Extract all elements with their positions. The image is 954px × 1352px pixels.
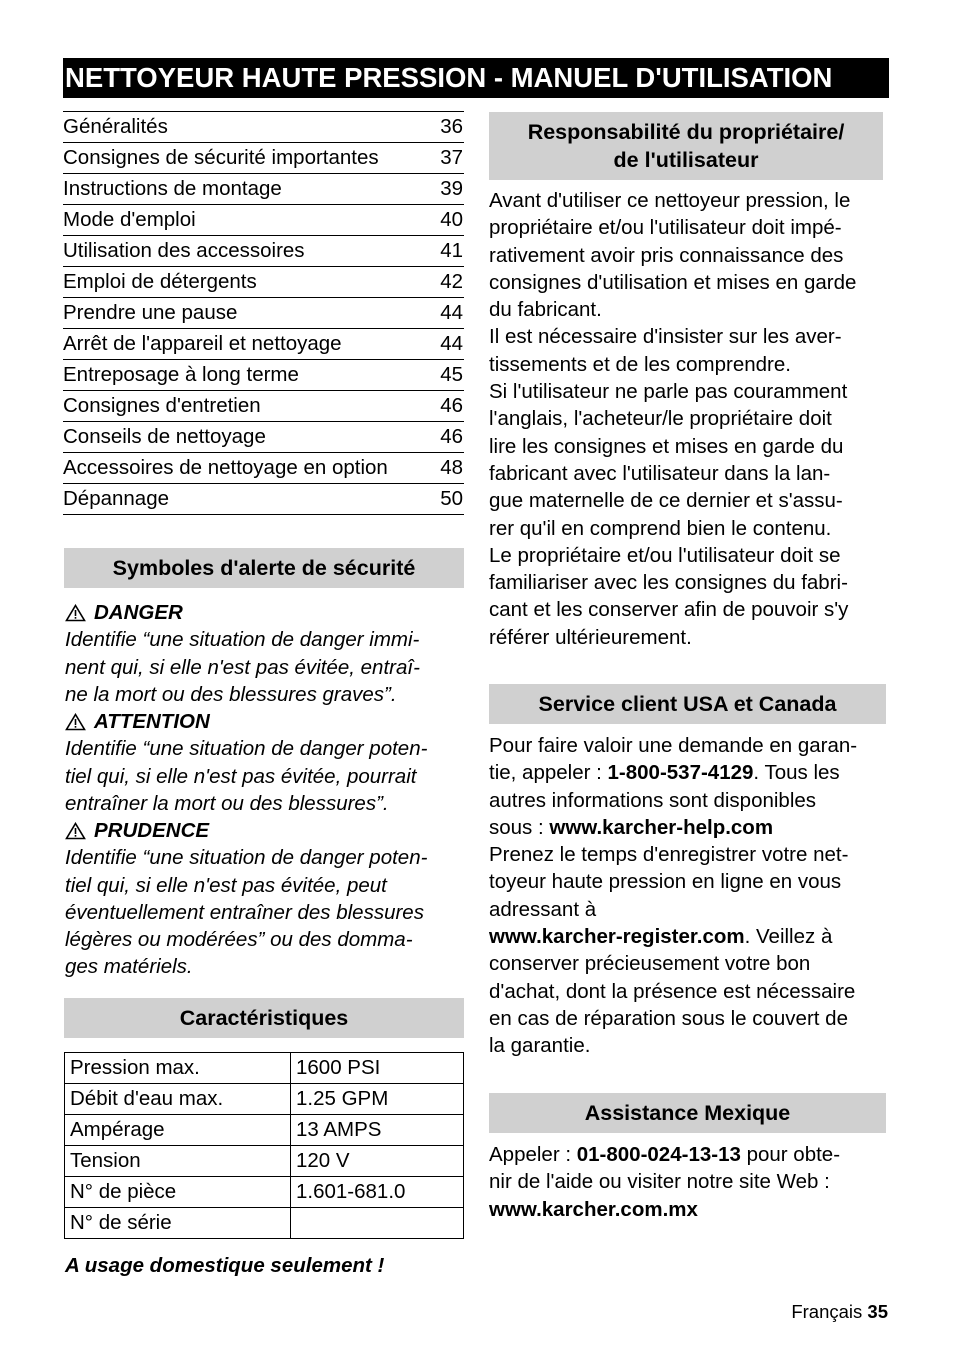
mexico-text: Appeler : 01-800-024-13-13 pour obte- nir de l'aide ou visiter notre site Web : www.karcher.com.mx: [489, 1143, 841, 1221]
table-of-contents: [63, 111, 464, 515]
toc-item[interactable]: [63, 328, 464, 359]
toc-item-label: Dépannage: [63, 487, 170, 510]
toc-item[interactable]: [63, 483, 464, 515]
attention-text: Identifie “une situation de danger poten- tiel qui, si elle n'est pas évitée, pourrait entraîner la mort ou des blessures”.: [65, 737, 428, 815]
domestic-use-note: A usage domestique seulement !: [65, 1254, 385, 1277]
warning-triangle-icon: [65, 604, 86, 622]
toc-item-label: Accessoires de nettoyage en option: [63, 456, 388, 479]
mexico-phone: 01-800-024-13-13: [576, 1143, 741, 1166]
spec-value: [291, 1208, 464, 1239]
toc-item[interactable]: [63, 204, 464, 235]
spec-label: N° de pièce: [65, 1177, 291, 1208]
toc-item[interactable]: [63, 452, 464, 483]
toc-item-page: 40: [440, 208, 463, 231]
toc-item-page: 44: [440, 301, 463, 324]
toc-item-label: Arrêt de l'appareil et nettoyage: [63, 332, 342, 355]
help-link[interactable]: www.karcher-help.com: [549, 815, 774, 839]
table-row: [65, 1146, 464, 1177]
page-footer: [791, 1301, 888, 1323]
spec-label: Ampérage: [65, 1115, 291, 1146]
page-number: 35: [867, 1301, 888, 1322]
table-row: [65, 1115, 464, 1146]
toc-item-label: Prendre une pause: [63, 301, 238, 324]
table-row: [65, 1053, 464, 1084]
footer-language: Français: [791, 1301, 863, 1322]
toc-item-page: 46: [440, 425, 463, 448]
mexico-heading: Assistance Mexique: [489, 1093, 886, 1133]
toc-item[interactable]: [63, 111, 464, 142]
toc-item[interactable]: [63, 173, 464, 204]
toc-item[interactable]: [63, 390, 464, 421]
table-row: [65, 1177, 464, 1208]
responsibility-paragraph: Il est nécessaire d'insister sur les aver- tissements et de les comprendre.: [489, 325, 842, 376]
specs-table: [64, 1052, 464, 1239]
page-title: NETTOYEUR HAUTE PRESSION - MANUEL D'UTILISATION: [63, 58, 889, 98]
mexico-link[interactable]: www.karcher.com.mx: [489, 1197, 698, 1221]
spec-label: Pression max.: [65, 1053, 291, 1084]
toc-item-page: 46: [440, 394, 463, 417]
toc-item[interactable]: [63, 421, 464, 452]
toc-item-label: Conseils de nettoyage: [63, 425, 266, 448]
responsibility-paragraph: Si l'utilisateur ne parle pas couramment l'anglais, l'acheteur/le propriétaire doit lire les consignes et mises en garde du fabricant avec l'utilisateur dans la lan- gue maternelle de ce dernier et s'assu- rer qu'il en comprend bien le contenu.: [489, 380, 848, 540]
toc-item-label: Emploi de détergents: [63, 270, 257, 293]
toc-item-page: 48: [440, 456, 463, 479]
spec-value: 1.601-681.0: [291, 1177, 464, 1208]
spec-label: Tension: [65, 1146, 291, 1177]
danger-text: Identifie “une situation de danger immi- nent qui, si elle n'est pas évitée, entraî- ne la mort ou des blessures graves”.: [65, 628, 420, 706]
toc-item[interactable]: [63, 142, 464, 173]
spec-value: 1.25 GPM: [291, 1084, 464, 1115]
toc-item-page: 41: [440, 239, 463, 262]
toc-item[interactable]: [63, 235, 464, 266]
toc-item-label: Instructions de montage: [63, 177, 282, 200]
toc-item-page: 39: [440, 177, 463, 200]
responsibility-paragraph: Le propriétaire et/ou l'utilisateur doit se familiariser avec les consignes du fabri- cant et les conserver afin de pouvoir s'y référer ultérieurement.: [489, 543, 849, 649]
spec-value: 120 V: [291, 1146, 464, 1177]
toc-item-page: 36: [440, 115, 463, 138]
toc-item-label: Consignes d'entretien: [63, 394, 261, 417]
spec-label: Débit d'eau max.: [65, 1084, 291, 1115]
responsibility-text: [489, 187, 889, 651]
service-text: Pour faire valoir une demande en garan- tie, appeler : 1-800-537-4129. Tous les autres informations sont disponibles sous : www.karcher-help.com Prenez le temps d'enregistrer votre net- toyeur haute pression en ligne en vous adressant à www.karcher-register.com. Veillez à conserver précieusement votre bon d'achat, dont la présence est nécessaire en cas de réparation sous le couvert de la garantie.: [489, 734, 858, 1058]
prudence-title: PRUDENCE: [94, 819, 210, 842]
toc-item-page: 44: [440, 332, 463, 355]
spec-value: 13 AMPS: [291, 1115, 464, 1146]
toc-item-page: 37: [440, 146, 463, 169]
specs-heading: Caractéristiques: [64, 998, 464, 1038]
table-row: [65, 1084, 464, 1115]
spec-label: N° de série: [65, 1208, 291, 1239]
toc-item[interactable]: [63, 266, 464, 297]
service-heading: Service client USA et Canada: [489, 684, 886, 724]
toc-item[interactable]: [63, 297, 464, 328]
prudence-text: Identifie “une situation de danger poten- tiel qui, si elle n'est pas évitée, peut éventuellement entraîner des blessures légères ou modérées” ou des domma- ges matériels.: [65, 846, 428, 979]
register-link[interactable]: www.karcher-register.com: [489, 925, 745, 949]
toc-item[interactable]: [63, 359, 464, 390]
safety-heading: Symboles d'alerte de sécurité: [64, 548, 464, 588]
toc-item-page: 50: [440, 487, 463, 510]
warning-triangle-icon: [65, 822, 86, 840]
prudence-block: [65, 817, 465, 981]
danger-block: [65, 599, 465, 708]
toc-item-label: Entreposage à long terme: [63, 363, 299, 386]
service-phone: 1-800-537-4129: [607, 761, 754, 785]
attention-block: [65, 708, 465, 817]
toc-item-label: Consignes de sécurité importantes: [63, 146, 379, 169]
toc-item-page: 45: [440, 363, 463, 386]
toc-item-label: Utilisation des accessoires: [63, 239, 305, 262]
warning-triangle-icon: [65, 713, 86, 731]
table-row: [65, 1208, 464, 1239]
spec-value: 1600 PSI: [291, 1053, 464, 1084]
toc-item-label: Mode d'emploi: [63, 208, 196, 231]
toc-item-label: Généralités: [63, 115, 168, 138]
responsibility-heading: Responsabilité du propriétaire/ de l'utilisateur: [489, 112, 883, 180]
responsibility-paragraph: Avant d'utiliser ce nettoyeur pression, le propriétaire et/ou l'utilisateur doit impé- rativement avoir pris connaissance des consignes d'utilisation et mises en garde du fabricant.: [489, 189, 857, 322]
toc-item-page: 42: [440, 270, 463, 293]
attention-title: ATTENTION: [94, 710, 210, 733]
danger-title: DANGER: [94, 601, 183, 624]
